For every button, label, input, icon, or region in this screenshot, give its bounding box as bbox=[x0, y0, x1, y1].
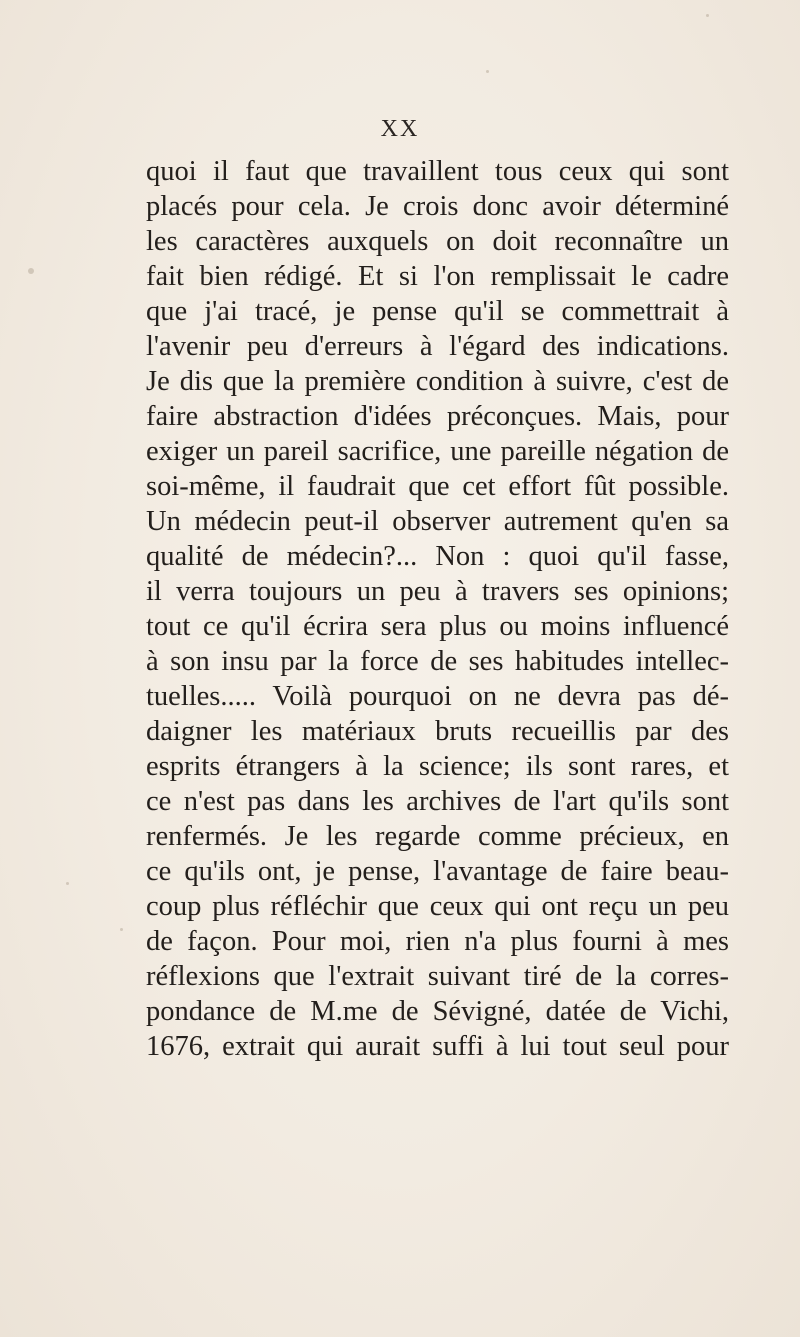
text-line: il verra toujours un peu à travers ses opinions; bbox=[146, 576, 729, 607]
paper-speck bbox=[486, 70, 489, 73]
text-line: exiger un pareil sacrifice, une pareille négation de bbox=[146, 436, 729, 467]
text-line: ce qu'ils ont, je pense, l'avantage de faire beau- bbox=[146, 856, 729, 887]
text-line: Un médecin peut-il observer autrement qu'en sa bbox=[146, 506, 729, 537]
text-line: quoi il faut que travaillent tous ceux qui sont bbox=[146, 156, 729, 187]
text-line: soi-même, il faudrait que cet effort fût possible. bbox=[146, 471, 729, 502]
text-line: renfermés. Je les regarde comme précieux, en bbox=[146, 821, 729, 852]
text-line: daigner les matériaux bruts recueillis par des bbox=[146, 716, 729, 747]
text-line: ce n'est pas dans les archives de l'art qu'ils sont bbox=[146, 786, 729, 817]
text-line: Je dis que la première condition à suivre, c'est de bbox=[146, 366, 729, 397]
text-line: qualité de médecin?... Non : quoi qu'il fasse, bbox=[146, 541, 729, 572]
paper-speck bbox=[120, 928, 123, 931]
text-line: coup plus réfléchir que ceux qui ont reçu un peu bbox=[146, 891, 729, 922]
text-line: tout ce qu'il écrira sera plus ou moins influencé bbox=[146, 611, 729, 642]
page-number: XX bbox=[380, 116, 420, 142]
text-line: les caractères auxquels on doit reconnaître un bbox=[146, 226, 729, 257]
body-text bbox=[146, 154, 729, 1064]
text-line: réflexions que l'extrait suivant tiré de la corres- bbox=[146, 961, 729, 992]
text-line: faire abstraction d'idées préconçues. Mais, pour bbox=[146, 401, 729, 432]
paper-speck bbox=[706, 14, 709, 17]
text-line: à son insu par la force de ses habitudes intellec- bbox=[146, 646, 729, 677]
text-line: placés pour cela. Je crois donc avoir déterminé bbox=[146, 191, 729, 222]
text-line: pondance de M.me de Sévigné, datée de Vichi, bbox=[146, 996, 729, 1027]
text-line: esprits étrangers à la science; ils sont rares, et bbox=[146, 751, 729, 782]
paper-speck bbox=[66, 882, 69, 885]
text-line: de façon. Pour moi, rien n'a plus fourni à mes bbox=[146, 926, 729, 957]
text-line: tuelles..... Voilà pourquoi on ne devra pas dé- bbox=[146, 681, 729, 712]
text-line: fait bien rédigé. Et si l'on remplissait le cadre bbox=[146, 261, 729, 292]
text-line: 1676, extrait qui aurait suffi à lui tout seul pour bbox=[146, 1031, 729, 1062]
paper-speck bbox=[28, 268, 34, 274]
text-line: que j'ai tracé, je pense qu'il se commettrait à bbox=[146, 296, 729, 327]
text-line: l'avenir peu d'erreurs à l'égard des indications. bbox=[146, 331, 729, 362]
